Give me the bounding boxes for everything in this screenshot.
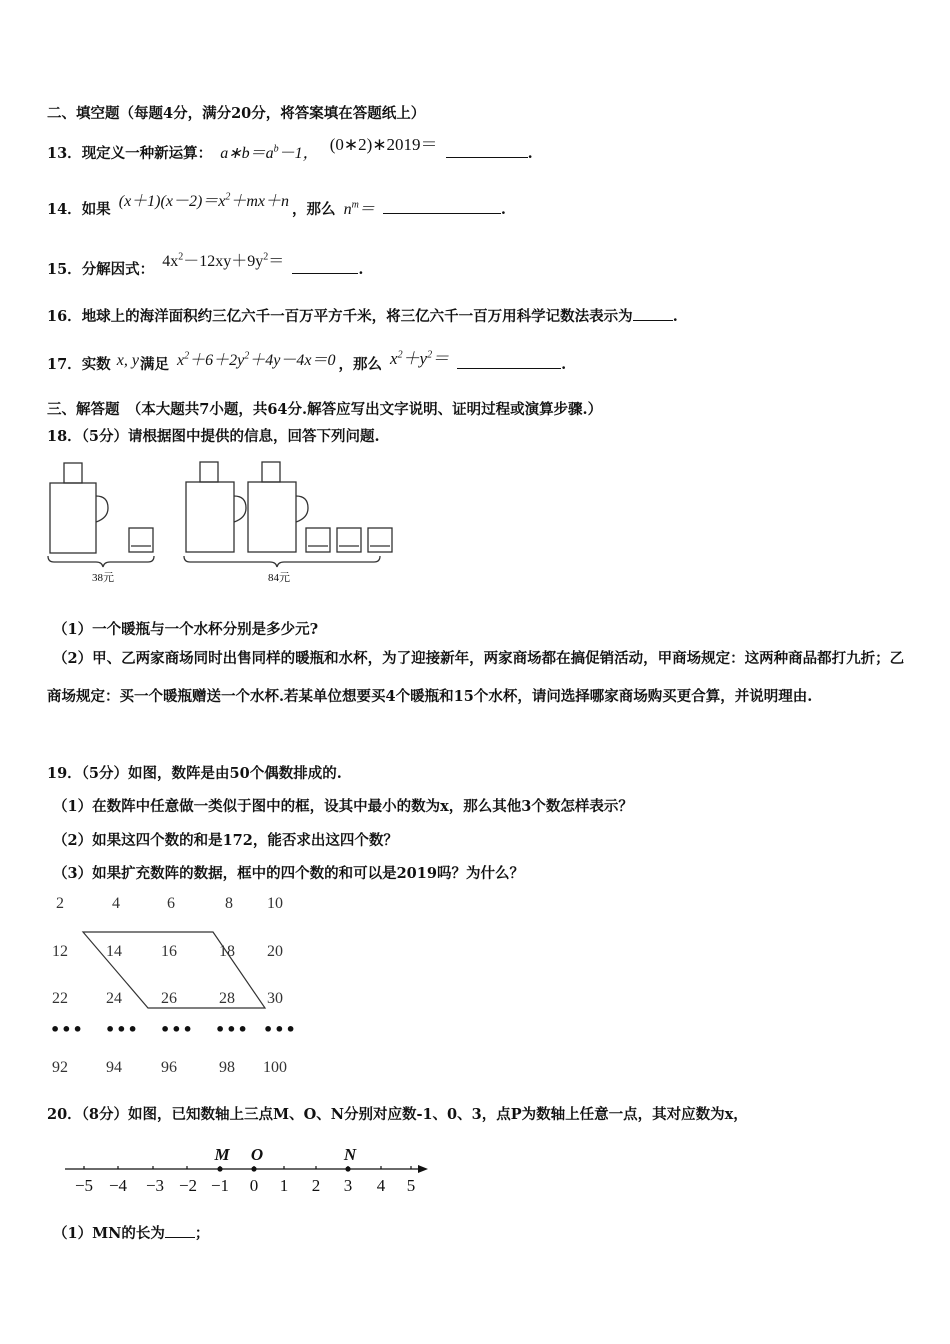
q16-end: . (672, 308, 678, 325)
tick-label: −1 (210, 1176, 230, 1195)
q17-mid: 满足 (139, 356, 169, 373)
q14-mid: ，那么 (292, 201, 336, 218)
q17-equation: $x^2+6+2y^2+4y-4x=0$ (177, 350, 336, 369)
array-cell: 8 (225, 895, 233, 912)
q18-intro: 18．（5分）请根据图中提供的信息，回答下列问题. (47, 428, 380, 445)
array-cell: 10 (267, 895, 283, 912)
q15-number: 15． (47, 261, 82, 278)
q17-target: $x^2+y^2=$ (390, 349, 450, 368)
number-line (60, 1140, 440, 1200)
price-label-2: 84元 (268, 572, 290, 584)
array-cell: 30 (267, 990, 283, 1007)
tick-label: 3 (343, 1176, 353, 1195)
q17-end: . (561, 356, 567, 373)
q16-number: 16． (47, 308, 82, 325)
q13-text: 现定义一种新运算： (81, 145, 213, 162)
price-label-1: 38元 (92, 572, 114, 584)
array-cell: 6 (167, 895, 175, 912)
q19-part1: （1）在数阵中任意做一类似于图中的框，设其中最小的数为x，那么其他3个数怎样表示？ (53, 798, 633, 815)
q17-pre: 实数 (81, 356, 111, 373)
point-o-label: O (250, 1145, 264, 1164)
array-cell: 100 (263, 1059, 287, 1076)
q13-end: . (527, 145, 533, 162)
q20-part1-end: ； (194, 1225, 210, 1242)
tick-label: 4 (376, 1176, 386, 1195)
tick-label: −4 (108, 1176, 128, 1195)
q18-part2: （2）甲、乙两家商场同时出售同样的暖瓶和水杯，为了迎接新年，两家商场都在搞促销活动，甲商场规定：这两种商品都打九折；乙商场规定：买一个暖瓶赠送一个水杯.若某单位想要买4个暖瓶和15个水杯，请问选择哪家商场购买更合算，并说明理由. (47, 650, 905, 705)
q19-part3: （3）如果扩充数阵的数据，框中的四个数的和可以是2019吗？为什么？ (53, 865, 524, 882)
array-cell: 16 (161, 943, 177, 960)
q17-vars: x, y (116, 352, 139, 369)
array-cell: 14 (106, 943, 122, 960)
array-cell: 28 (219, 990, 235, 1007)
q19-intro: 19．（5分）如图，数阵是由50个偶数排成的. (47, 765, 342, 782)
array-cell: 20 (267, 943, 283, 960)
q17-mid2: ，那么 (338, 356, 382, 373)
q14-pre: 如果 (81, 201, 111, 218)
q13-number: 13． (47, 145, 82, 162)
point-n-dot (345, 1166, 350, 1171)
q15-end: . (358, 261, 364, 278)
q16-text: 地球上的海洋面积约三亿六千一百万平方千米，将三亿六千一百万用科学记数法表示为 (81, 308, 633, 325)
q19-part2: （2）如果这四个数的和是172，能否求出这四个数？ (53, 832, 398, 849)
q17-number: 17． (47, 356, 82, 373)
tick-label: −3 (145, 1176, 165, 1195)
array-cell: 18 (219, 943, 235, 960)
q14-number: 14． (47, 201, 82, 218)
q13-expression: (0∗2)∗2019＝ (329, 135, 438, 154)
array-cell: 94 (106, 1059, 122, 1076)
section2-heading: 二、填空题（每题4分，满分20分，将答案填在答题纸上） (47, 105, 426, 122)
tick-label: 2 (311, 1176, 321, 1195)
point-m-dot (217, 1166, 222, 1171)
point-m-label: M (214, 1145, 230, 1164)
array-ellipsis: ••• (105, 1020, 139, 1039)
q18-part1: （1）一个暖瓶与一个水杯分别是多少元? (53, 621, 319, 638)
array-cell: 96 (161, 1059, 177, 1076)
array-cell: 22 (52, 990, 68, 1007)
tick-label: 0 (249, 1176, 259, 1195)
q15-text: 分解因式： (81, 261, 155, 278)
q15-expression: $4x^2-12xy+9y^2=$ (162, 251, 285, 270)
tick-label: 1 (279, 1176, 289, 1195)
array-cell: 24 (106, 990, 122, 1007)
point-o-dot (251, 1166, 256, 1171)
array-cell: 4 (112, 895, 120, 912)
tick-label: 5 (406, 1176, 416, 1195)
array-ellipsis: ••• (50, 1020, 84, 1039)
tick-label: −5 (74, 1176, 94, 1195)
q20-part1-text: （1）MN的长为 (53, 1225, 165, 1242)
q14-power: $n^m=$ (343, 199, 375, 218)
q20-intro: 20．（8分）如图，已知数轴上三点M、O、N分别对应数-1、0、3，点P为数轴上任意一点，其对应数为x， (47, 1106, 748, 1123)
section3-heading: 三、解答题 （本大题共7小题，共64分.解答应写出文字说明、证明过程或演算步骤.） (47, 401, 603, 418)
array-cell: 2 (56, 895, 64, 912)
array-ellipsis: ••• (215, 1020, 249, 1039)
q14-end: . (500, 201, 506, 218)
array-cell: 12 (52, 943, 68, 960)
tick-label: −2 (178, 1176, 198, 1195)
q20-answer-blank[interactable] (165, 1223, 195, 1238)
array-cell: 98 (219, 1059, 235, 1076)
array-ellipsis: ••• (263, 1020, 297, 1039)
array-cell: 26 (161, 990, 177, 1007)
q14-equation: $(x+1)(x-2)=x^2+mx+n$ (118, 191, 290, 210)
array-cell: 92 (52, 1059, 68, 1076)
q13-definition: $a∗b=a^b-1$， (220, 143, 319, 162)
array-ellipsis: ••• (160, 1020, 194, 1039)
q20-part1 (53, 1222, 209, 1243)
point-n-label: N (343, 1145, 357, 1164)
